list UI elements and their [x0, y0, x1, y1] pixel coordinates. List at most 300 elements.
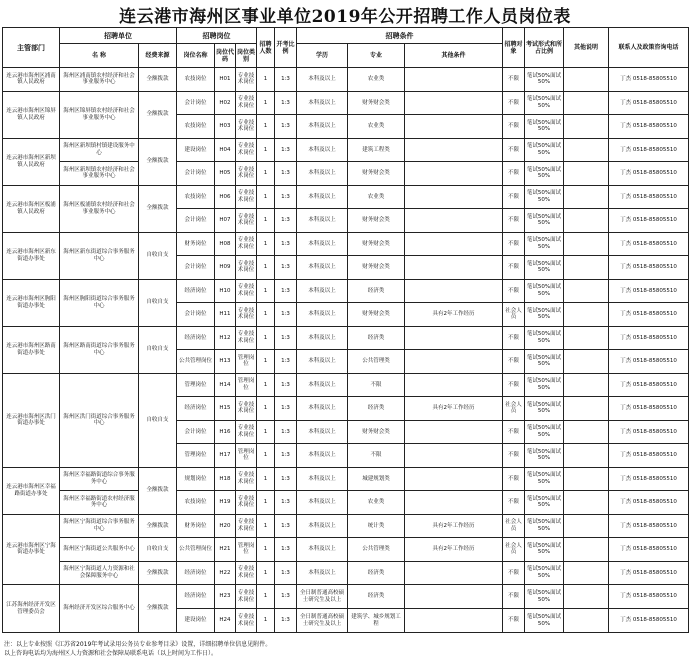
other-cell: 具有2年工作经历	[405, 397, 503, 421]
major-cell: 公共管理类	[348, 350, 405, 374]
target-cell: 不限	[503, 609, 525, 633]
major-cell: 财务财会类	[348, 162, 405, 186]
ratio-cell: 1:3	[275, 609, 297, 633]
edu-cell: 全日制普通高校硕士研究生及以上	[297, 609, 348, 633]
code-cell: H12	[215, 326, 236, 350]
footnote-line-2: 以上咨询电话均为海州区人力资源和社会保障局联系电话（以上时间为工作日）。	[4, 650, 218, 657]
code-cell: H14	[215, 373, 236, 397]
remark-cell	[564, 279, 609, 303]
major-cell: 财务财会类	[348, 420, 405, 444]
unit-cell: 海州区新坝镇农村经济和社会事业服务中心	[60, 162, 139, 186]
major-cell: 公共管理类	[348, 538, 405, 562]
unit-cell: 海州区板浦镇农村经济和社会事业服务中心	[60, 185, 139, 232]
header-remark: 其他说明	[564, 28, 609, 68]
type-cell: 专业技术岗位	[236, 68, 257, 92]
header-post-code: 岗位代码	[215, 44, 236, 68]
unit-cell: 海州区新坝镇村镇建设服务中心	[60, 138, 139, 162]
remark-cell	[564, 350, 609, 374]
header-ratio: 开考比例	[275, 28, 297, 68]
remark-cell	[564, 561, 609, 585]
remark-cell	[564, 115, 609, 139]
edu-cell: 本科及以上	[297, 326, 348, 350]
post-cell: 会计岗位	[177, 209, 215, 233]
count-cell: 1	[257, 538, 275, 562]
header-edu: 学历	[297, 44, 348, 68]
major-cell: 财务财会类	[348, 303, 405, 327]
dept-cell: 连云港市海州区宁海街道办事处	[3, 514, 60, 585]
post-cell: 会计岗位	[177, 256, 215, 280]
code-cell: H11	[215, 303, 236, 327]
edu-cell: 全日制普通高校硕士研究生及以上	[297, 585, 348, 609]
target-cell: 不限	[503, 444, 525, 468]
type-cell: 专业技术岗位	[236, 585, 257, 609]
contact-cell: 丁杰 0518-85805510	[609, 491, 689, 515]
other-cell	[405, 279, 503, 303]
header-cond-group: 招聘条件	[297, 28, 503, 44]
contact-cell: 丁杰 0518-85805510	[609, 585, 689, 609]
post-cell: 农技岗位	[177, 115, 215, 139]
header-exam: 考试形式和所占比例	[525, 28, 564, 68]
post-cell: 规划岗位	[177, 467, 215, 491]
unit-cell: 海州区宁海街道人力资源和社会保障服务中心	[60, 561, 139, 585]
exam-cell: 笔试50%面试50%	[525, 420, 564, 444]
contact-cell: 丁杰 0518-85805510	[609, 373, 689, 397]
unit-cell: 海州经济开发区综合服务中心	[60, 585, 139, 633]
document-title: 连云港市海州区事业单位2019年公开招聘工作人员岗位表	[119, 7, 571, 27]
funding-cell: 全额拨款	[139, 138, 177, 185]
funding-cell: 全额拨款	[139, 185, 177, 232]
remark-cell	[564, 68, 609, 92]
exam-cell: 笔试50%面试50%	[525, 538, 564, 562]
target-cell: 社会人员	[503, 514, 525, 538]
funding-cell: 自收自支	[139, 279, 177, 326]
exam-cell: 笔试50%面试50%	[525, 467, 564, 491]
target-cell: 社会人员	[503, 397, 525, 421]
other-cell	[405, 162, 503, 186]
type-cell: 专业技术岗位	[236, 185, 257, 209]
other-cell	[405, 138, 503, 162]
type-cell: 专业技术岗位	[236, 279, 257, 303]
target-cell: 不限	[503, 68, 525, 92]
funding-cell: 自收自支	[139, 232, 177, 279]
post-cell: 经济岗位	[177, 585, 215, 609]
edu-cell: 本科及以上	[297, 491, 348, 515]
remark-cell	[564, 467, 609, 491]
type-cell: 专业技术岗位	[236, 256, 257, 280]
ratio-cell: 1:3	[275, 350, 297, 374]
contact-cell: 丁杰 0518-85805510	[609, 68, 689, 92]
post-cell: 建设岗位	[177, 609, 215, 633]
table-row	[3, 185, 689, 209]
dept-cell: 连云港市海州区洪门街道办事处	[3, 373, 60, 467]
edu-cell: 本科及以上	[297, 162, 348, 186]
funding-cell: 自收自支	[139, 373, 177, 467]
code-cell: H22	[215, 561, 236, 585]
other-cell	[405, 68, 503, 92]
contact-cell: 丁杰 0518-85805510	[609, 444, 689, 468]
target-cell: 不限	[503, 115, 525, 139]
code-cell: H04	[215, 138, 236, 162]
header-post-group: 招聘岗位	[177, 28, 257, 44]
header-post-name: 岗位名称	[177, 44, 215, 68]
contact-cell: 丁杰 0518-85805510	[609, 162, 689, 186]
edu-cell: 本科及以上	[297, 115, 348, 139]
post-cell: 财务岗位	[177, 514, 215, 538]
ratio-cell: 1:3	[275, 444, 297, 468]
unit-cell: 海州区浦南镇农村经济和社会事业服务中心	[60, 68, 139, 92]
type-cell: 管理岗位	[236, 350, 257, 374]
count-cell: 1	[257, 256, 275, 280]
type-cell: 专业技术岗位	[236, 138, 257, 162]
major-cell: 经济类	[348, 561, 405, 585]
other-cell	[405, 444, 503, 468]
other-cell	[405, 609, 503, 633]
code-cell: H23	[215, 585, 236, 609]
edu-cell: 本科及以上	[297, 420, 348, 444]
table-header-row-1	[3, 28, 689, 44]
code-cell: H21	[215, 538, 236, 562]
unit-cell: 海州区幸福路街道综合事务服务中心	[60, 467, 139, 491]
dept-cell: 江苏海州经济开发区管理委员会	[3, 585, 60, 633]
dept-cell: 连云港市海州区路南街道办事处	[3, 326, 60, 373]
ratio-cell: 1:3	[275, 68, 297, 92]
table-row	[3, 138, 689, 162]
contact-cell: 丁杰 0518-85805510	[609, 514, 689, 538]
count-cell: 1	[257, 91, 275, 115]
remark-cell	[564, 209, 609, 233]
count-cell: 1	[257, 444, 275, 468]
count-cell: 1	[257, 585, 275, 609]
code-cell: H08	[215, 232, 236, 256]
major-cell: 建筑学、城乡规划工程	[348, 609, 405, 633]
type-cell: 管理岗位	[236, 373, 257, 397]
exam-cell: 笔试50%面试50%	[525, 491, 564, 515]
type-cell: 专业技术岗位	[236, 115, 257, 139]
ratio-cell: 1:3	[275, 420, 297, 444]
unit-cell: 海州区幸福路街道农村经济服务中心	[60, 491, 139, 515]
count-cell: 1	[257, 373, 275, 397]
count-cell: 1	[257, 397, 275, 421]
code-cell: H01	[215, 68, 236, 92]
ratio-cell: 1:3	[275, 397, 297, 421]
edu-cell: 本科及以上	[297, 444, 348, 468]
other-cell	[405, 326, 503, 350]
target-cell: 不限	[503, 138, 525, 162]
funding-cell: 全额拨款	[139, 467, 177, 514]
major-cell: 不限	[348, 373, 405, 397]
edu-cell: 本科及以上	[297, 561, 348, 585]
post-cell: 管理岗位	[177, 373, 215, 397]
count-cell: 1	[257, 467, 275, 491]
exam-cell: 笔试50%面试50%	[525, 397, 564, 421]
major-cell: 经济类	[348, 585, 405, 609]
contact-cell: 丁杰 0518-85805510	[609, 256, 689, 280]
ratio-cell: 1:3	[275, 91, 297, 115]
exam-cell: 笔试50%面试50%	[525, 326, 564, 350]
unit-cell: 海州区路南街道综合事务服务中心	[60, 326, 139, 373]
exam-cell: 笔试50%面试50%	[525, 279, 564, 303]
header-unit-group: 招聘单位	[60, 28, 177, 44]
funding-cell: 全额拨款	[139, 585, 177, 633]
post-cell: 农技岗位	[177, 68, 215, 92]
exam-cell: 笔试50%面试50%	[525, 115, 564, 139]
remark-cell	[564, 538, 609, 562]
dept-cell: 连云港市海州区朐阳街道办事处	[3, 279, 60, 326]
target-cell: 不限	[503, 585, 525, 609]
exam-cell: 笔试50%面试50%	[525, 162, 564, 186]
target-cell: 不限	[503, 373, 525, 397]
remark-cell	[564, 232, 609, 256]
target-cell: 不限	[503, 420, 525, 444]
target-cell: 不限	[503, 326, 525, 350]
type-cell: 专业技术岗位	[236, 232, 257, 256]
type-cell: 专业技术岗位	[236, 91, 257, 115]
major-cell: 财务财会类	[348, 91, 405, 115]
dept-cell: 连云港市海州区新坝镇人民政府	[3, 138, 60, 185]
target-cell: 不限	[503, 350, 525, 374]
count-cell: 1	[257, 185, 275, 209]
count-cell: 1	[257, 609, 275, 633]
target-cell: 不限	[503, 467, 525, 491]
code-cell: H09	[215, 256, 236, 280]
contact-cell: 丁杰 0518-85805510	[609, 279, 689, 303]
target-cell: 不限	[503, 561, 525, 585]
contact-cell: 丁杰 0518-85805510	[609, 185, 689, 209]
remark-cell	[564, 326, 609, 350]
table-row	[3, 326, 689, 350]
target-cell: 不限	[503, 279, 525, 303]
unit-cell: 海州区新东街道综合事务服务中心	[60, 232, 139, 279]
target-cell: 社会人员	[503, 538, 525, 562]
type-cell: 专业技术岗位	[236, 209, 257, 233]
major-cell: 不限	[348, 444, 405, 468]
type-cell: 专业技术岗位	[236, 514, 257, 538]
table-row	[3, 514, 689, 538]
major-cell: 农业类	[348, 491, 405, 515]
exam-cell: 笔试50%面试50%	[525, 209, 564, 233]
edu-cell: 本科及以上	[297, 185, 348, 209]
other-cell	[405, 185, 503, 209]
other-cell	[405, 115, 503, 139]
dept-cell: 连云港市海州区板浦镇人民政府	[3, 185, 60, 232]
recruitment-table	[2, 27, 689, 633]
exam-cell: 笔试50%面试50%	[525, 444, 564, 468]
remark-cell	[564, 373, 609, 397]
table-row	[3, 279, 689, 303]
ratio-cell: 1:3	[275, 491, 297, 515]
count-cell: 1	[257, 162, 275, 186]
post-cell: 财务岗位	[177, 232, 215, 256]
edu-cell: 本科及以上	[297, 256, 348, 280]
edu-cell: 本科及以上	[297, 279, 348, 303]
code-cell: H20	[215, 514, 236, 538]
post-cell: 会计岗位	[177, 162, 215, 186]
post-cell: 管理岗位	[177, 444, 215, 468]
type-cell: 专业技术岗位	[236, 397, 257, 421]
count-cell: 1	[257, 232, 275, 256]
remark-cell	[564, 609, 609, 633]
count-cell: 1	[257, 561, 275, 585]
contact-cell: 丁杰 0518-85805510	[609, 138, 689, 162]
count-cell: 1	[257, 514, 275, 538]
ratio-cell: 1:3	[275, 138, 297, 162]
remark-cell	[564, 303, 609, 327]
ratio-cell: 1:3	[275, 162, 297, 186]
code-cell: H10	[215, 279, 236, 303]
unit-cell: 海州区宁海街道综合事务服务中心	[60, 514, 139, 538]
table-row	[3, 232, 689, 256]
header-funding: 经费来源	[139, 44, 177, 68]
type-cell: 专业技术岗位	[236, 561, 257, 585]
funding-cell: 全额拨款	[139, 68, 177, 92]
remark-cell	[564, 444, 609, 468]
count-cell: 1	[257, 138, 275, 162]
other-cell	[405, 91, 503, 115]
table-row	[3, 68, 689, 92]
remark-cell	[564, 256, 609, 280]
ratio-cell: 1:3	[275, 279, 297, 303]
type-cell: 专业技术岗位	[236, 467, 257, 491]
target-cell: 不限	[503, 91, 525, 115]
major-cell: 财务财会类	[348, 232, 405, 256]
dept-cell: 连云港市海州区浦南镇人民政府	[3, 68, 60, 92]
code-cell: H19	[215, 491, 236, 515]
exam-cell: 笔试50%面试50%	[525, 232, 564, 256]
code-cell: H18	[215, 467, 236, 491]
table-row	[3, 91, 689, 115]
contact-cell: 丁杰 0518-85805510	[609, 420, 689, 444]
code-cell: H24	[215, 609, 236, 633]
contact-cell: 丁杰 0518-85805510	[609, 561, 689, 585]
other-cell: 具有2年工作经历	[405, 514, 503, 538]
type-cell: 专业技术岗位	[236, 420, 257, 444]
header-major: 专业	[348, 44, 405, 68]
other-cell: 具有2年工作经历	[405, 538, 503, 562]
exam-cell: 笔试50%面试50%	[525, 609, 564, 633]
unit-cell: 海州区朐阳街道综合事务服务中心	[60, 279, 139, 326]
contact-cell: 丁杰 0518-85805510	[609, 326, 689, 350]
footnote	[4, 640, 686, 658]
unit-cell: 海州区洪门街道综合事务服务中心	[60, 373, 139, 467]
footnote-line-1: 注：以上专业按照《江苏省2019年考试录用公务员专业参考目录》设置，详细招聘单位信息见附件。	[4, 641, 272, 648]
dept-cell: 连云港市海州区幸福路街道办事处	[3, 467, 60, 514]
header-dept: 主管部门	[3, 28, 60, 68]
type-cell: 管理岗位	[236, 444, 257, 468]
edu-cell: 本科及以上	[297, 467, 348, 491]
code-cell: H13	[215, 350, 236, 374]
remark-cell	[564, 91, 609, 115]
header-post-type: 岗位类别	[236, 44, 257, 68]
table-row	[3, 491, 689, 515]
remark-cell	[564, 420, 609, 444]
remark-cell	[564, 397, 609, 421]
type-cell: 专业技术岗位	[236, 162, 257, 186]
table-row	[3, 373, 689, 397]
target-cell: 不限	[503, 162, 525, 186]
type-cell: 专业技术岗位	[236, 303, 257, 327]
post-cell: 建设岗位	[177, 138, 215, 162]
dept-cell: 连云港市海州区锦屏镇人民政府	[3, 91, 60, 138]
code-cell: H03	[215, 115, 236, 139]
ratio-cell: 1:3	[275, 303, 297, 327]
ratio-cell: 1:3	[275, 514, 297, 538]
remark-cell	[564, 514, 609, 538]
code-cell: H06	[215, 185, 236, 209]
count-cell: 1	[257, 68, 275, 92]
major-cell: 城建规划类	[348, 467, 405, 491]
ratio-cell: 1:3	[275, 115, 297, 139]
edu-cell: 本科及以上	[297, 209, 348, 233]
header-target: 招聘对象	[503, 28, 525, 68]
post-cell: 经济岗位	[177, 279, 215, 303]
ratio-cell: 1:3	[275, 538, 297, 562]
major-cell: 经济类	[348, 279, 405, 303]
count-cell: 1	[257, 491, 275, 515]
contact-cell: 丁杰 0518-85805510	[609, 538, 689, 562]
remark-cell	[564, 162, 609, 186]
target-cell: 不限	[503, 232, 525, 256]
other-cell	[405, 232, 503, 256]
edu-cell: 本科及以上	[297, 373, 348, 397]
other-cell	[405, 467, 503, 491]
other-cell	[405, 209, 503, 233]
exam-cell: 笔试50%面试50%	[525, 350, 564, 374]
type-cell: 管理岗位	[236, 538, 257, 562]
other-cell	[405, 585, 503, 609]
header-other: 其他条件	[405, 44, 503, 68]
funding-cell: 自收自支	[139, 538, 177, 562]
exam-cell: 笔试50%面试50%	[525, 91, 564, 115]
major-cell: 农业类	[348, 115, 405, 139]
other-cell	[405, 561, 503, 585]
ratio-cell: 1:3	[275, 561, 297, 585]
count-cell: 1	[257, 350, 275, 374]
unit-cell: 海州区锦屏镇农村经济和社会事业服务中心	[60, 91, 139, 138]
funding-cell: 自收自支	[139, 326, 177, 373]
major-cell: 建筑工程类	[348, 138, 405, 162]
count-cell: 1	[257, 303, 275, 327]
header-count: 招聘人数	[257, 28, 275, 68]
code-cell: H07	[215, 209, 236, 233]
table-row	[3, 561, 689, 585]
count-cell: 1	[257, 209, 275, 233]
major-cell: 经济类	[348, 326, 405, 350]
funding-cell: 全额拨款	[139, 514, 177, 538]
exam-cell: 笔试50%面试50%	[525, 514, 564, 538]
target-cell: 不限	[503, 209, 525, 233]
ratio-cell: 1:3	[275, 256, 297, 280]
ratio-cell: 1:3	[275, 185, 297, 209]
post-cell: 经济岗位	[177, 326, 215, 350]
remark-cell	[564, 491, 609, 515]
type-cell: 专业技术岗位	[236, 609, 257, 633]
post-cell: 经济岗位	[177, 397, 215, 421]
edu-cell: 本科及以上	[297, 397, 348, 421]
other-cell	[405, 373, 503, 397]
other-cell	[405, 420, 503, 444]
header-unit-name: 名 称	[60, 44, 139, 68]
exam-cell: 笔试50%面试50%	[525, 373, 564, 397]
post-cell: 会计岗位	[177, 303, 215, 327]
table-row	[3, 585, 689, 609]
table-row	[3, 467, 689, 491]
other-cell: 具有2年工作经历	[405, 303, 503, 327]
table-row	[3, 538, 689, 562]
post-cell: 公共管理岗位	[177, 538, 215, 562]
major-cell: 经济类	[348, 397, 405, 421]
edu-cell: 本科及以上	[297, 68, 348, 92]
edu-cell: 本科及以上	[297, 138, 348, 162]
